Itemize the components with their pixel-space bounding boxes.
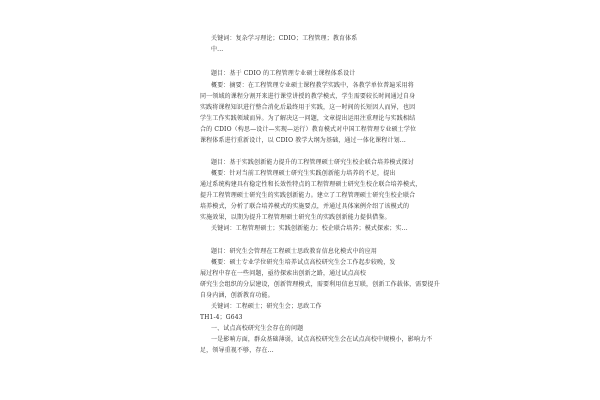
abstract-line: 课程体系进行重新设计，以 CDIO 教学大纲为基础，通过一体化课程计划... xyxy=(200,137,406,144)
abstract-line: 通过系统构建具有稳定性和长效性特点的工程管理硕士研究生校企联合培养模式， xyxy=(200,181,422,188)
paragraph-line: 一是影响方面，群众基础薄弱，试点高校研究生会在试点高校中规模小，影响力不 xyxy=(211,336,433,343)
abstract-line: 概要：摘要：在工程管理专业硕士课程教学实践中，各教学单位普遍采用将 xyxy=(211,82,414,89)
keywords-line: 关键词：复杂学习理论；CDIO；工程管理；教育体系 xyxy=(211,35,358,42)
abstract-line: 展过程中存在一些问题，亟待探索出创新之路，通过试点高校 xyxy=(200,270,367,277)
abstract-line: 提升工程管理硕士研究生的实践创新能力。建立了工程管理硕士研究生校企联合 xyxy=(200,192,416,199)
abstract-line: 概要：针对当前工程管理硕士研究生实践创新能力培养的不足，提出 xyxy=(211,170,396,177)
paragraph-line: 足，领导重视不够，存在... xyxy=(200,347,274,354)
abstract-line: 培养模式，分析了联合培养模式的实施要点，并通过具体案例介绍了该模式的 xyxy=(200,203,410,210)
abstract-line: 实践将课程知识进行整合消化后最终用于实践，这一时间的长短因人而异，也因 xyxy=(200,104,416,111)
keywords-line: 关键词：工程管理硕士；实践创新能力；校企联合培养；模式探索；实... xyxy=(211,225,408,232)
abstract-line: 研究生会组织的分层建设，创新管理模式，需要利用信息互联，创新工作载体，需要提升 xyxy=(200,281,440,288)
entry-title: 题目：研究生会管理在工程硕士思政教育信息化模式中的应用 xyxy=(211,248,378,255)
abstract-line: 自身内涵，创新教育功能。 xyxy=(200,292,274,299)
entry-title: 题目：基于实践创新能力提升的工程管理硕士研究生校企联合培养模式探讨 xyxy=(211,159,414,166)
section-heading: 一、试点高校研究生会存在的问题 xyxy=(211,325,304,332)
keywords-line: 关键词：工程硕士；研究生会；思政工作 xyxy=(211,303,322,310)
abstract-line: 学生工作实践领域而异。为了解决这一问题，文章提出运用注重理论与实践相结 xyxy=(200,115,416,122)
classification-line: TH1-4；G643 xyxy=(200,314,243,321)
abstract-line: 概要：硕士专业学位研究生培养试点高校研究生会工作起步较晚，发 xyxy=(211,259,396,266)
entry-title: 题目：基于 CDIO 的工程管理专业硕士课程体系设计 xyxy=(211,70,356,77)
abstract-line: 实施效果，以期为提升工程管理硕士研究生的实践创新能力提供借鉴。 xyxy=(200,214,391,221)
abstract-line: 同一领域的课程分割开来进行课堂讲授的教学模式，学生需要较长时间通过自身 xyxy=(200,93,416,100)
continuation-line: 中... xyxy=(211,46,224,53)
abstract-line: 合的 CDIO（构思—设计—实现—运行）教育模式对中国工程管理专业硕士学位 xyxy=(200,126,417,133)
